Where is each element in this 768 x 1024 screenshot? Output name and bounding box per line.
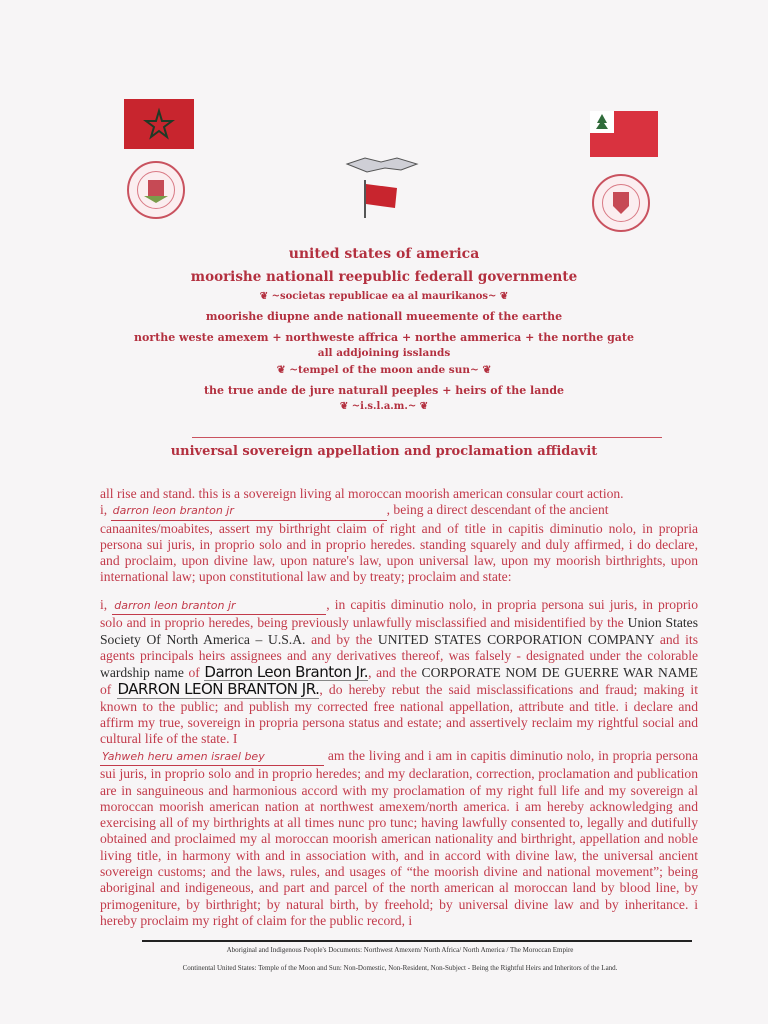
header-line-4: moorishe diupne ande nationall mueemente of the earthe <box>205 310 563 323</box>
court-action-line: all rise and stand. this is a sovereign living al moroccan moorish american consular court action. <box>100 486 624 501</box>
header-line-8: the true ande de jure naturall peeples + heirs of the lande <box>203 384 565 397</box>
header-line-7: ❦ ~tempel of the moon ande sun~ ❦ <box>276 364 492 376</box>
header-line-3: ❦ ~societas republicae ea al maurikanos~ ❦ <box>259 291 509 302</box>
header-divider <box>192 437 662 438</box>
red-flag-with-tree-icon <box>590 111 658 157</box>
header-line-6: all addjoining isslands <box>317 347 451 359</box>
declaration-paragraph: Yahweh heru amen israel bey am the living and i am in capitis diminutio nolo, in propria persona sui juris, in proprio solo and in proprio heredes; and my declaration, correction, proclamation and publication are in sanguineous and harmonious accord with my proclamation of my right full life and my sovereign al moroccan moorish american nation at northwest amexem/north america. i am hereby acknowledging and exercising all of my birthrights at all times nunc pro tunc; having lawfully consented to, legally and dutifully obtained and proclaimed my al moroccan moorish american nationality and birthright, appellation and noble living title, in harmony with and in association with, and in accord with divine law, the universal ancient sovereign customs; and the laws, rules, and usages of “the moorish divine and national movement”; being aboriginal and indigeneous, and part and parcel of the north american al moroccan land by blood line, by primogeniture, by birthright; by natural birth, by freehold; by universal divine law and by inheritance. i hereby proclaim my right of claim for the public record, i <box>100 748 698 928</box>
right-seal-icon <box>592 174 650 232</box>
intro-paragraph <box>100 486 698 586</box>
handwritten-noble-title: Yahweh heru amen israel bey <box>100 749 324 766</box>
footer-divider <box>142 940 692 942</box>
handwritten-name-2: darron leon branton jr <box>112 598 326 615</box>
handwritten-wardship-name: Darron Leon Branton Jr. <box>204 663 369 682</box>
footer-line-1: Aboriginal and Indigenous People's Documents: Northwest Amexem/ North Africa/ North America / The Moroccan Empire <box>226 946 574 954</box>
declarant-line: i, darron leon branton jr , being a direct descendant of the ancient <box>100 502 698 520</box>
small-flag-icon <box>361 180 401 220</box>
ornament-icon: ❦ <box>259 291 272 302</box>
document-title: universal sovereign appellation and proclamation affidavit <box>170 444 598 459</box>
ornament-icon: ❦ <box>496 291 509 302</box>
ornament-icon: ❦ <box>478 364 492 376</box>
proclamation-paragraph: i, darron leon branton jr , in capitis diminutio nolo, in propria persona sui juris, in proprio solo and in proprio heredes, being previously unlawfully misclassified and misidentified by the Union States Society Of North America – U.S.A. and by the UNITED STATES CORPORATION COMPANY and its agents principals heirs assignees and any derivatives thereof, was falsely - designated under the colorable wardship name of Darron Leon Branton Jr., and the CORPORATE NOM DE GUERRE WAR NAME of DARRON LEON BRANTON JR., do hereby rebut the said misclassifications and fraud; making it known to the public; and publish my corrected free national appellation, attribute and title. i declare and affirm my true, sovereign in propria persona status and estate; and assertively reclaim my rightful social and cultural life of the state. I <box>100 597 698 747</box>
header-line-9: ❦ ~i.s.l.a.m.~ ❦ <box>339 401 429 412</box>
moroccan-flag-icon <box>124 99 194 149</box>
crescent-icon <box>368 122 388 144</box>
header-line-2: moorishe nationall reepublic federall governmente <box>190 269 578 285</box>
birthright-claim-text: canaanites/moabites, assert my birthright claim of right and of title in capitis diminutio nolo, in propria persona sui juris, in proprio solo and in proprio heredes. standing squarely and duly affirmed, i do declare, and proclaim, upon divine law, upon nature's law, upon universal law, upon my moorish birthrights, upon international law; upon constitutional law and by treaty; proclaim and state: <box>100 520 698 585</box>
header-line-1: united states of america <box>288 246 480 262</box>
ornament-icon: ❦ <box>339 401 352 412</box>
handshake-icon <box>345 150 420 176</box>
handwritten-corporate-name: DARRON LEON BRANTON JR. <box>117 680 320 699</box>
handwritten-name-1: darron leon branton jr <box>111 503 387 520</box>
left-seal-icon <box>127 161 185 219</box>
ornament-icon: ❦ <box>416 401 429 412</box>
ornament-icon: ❦ <box>276 364 290 376</box>
footer-line-2: Continental United States: Temple of the Moon and Sun: Non-Domestic, Non-Resident, Non-Subject - Being the Rightful Heirs and Inheritors of the Land. <box>182 964 618 972</box>
header-line-5: northe weste amexem + northweste affrica + northe ammerica + the northe gate <box>133 331 634 344</box>
